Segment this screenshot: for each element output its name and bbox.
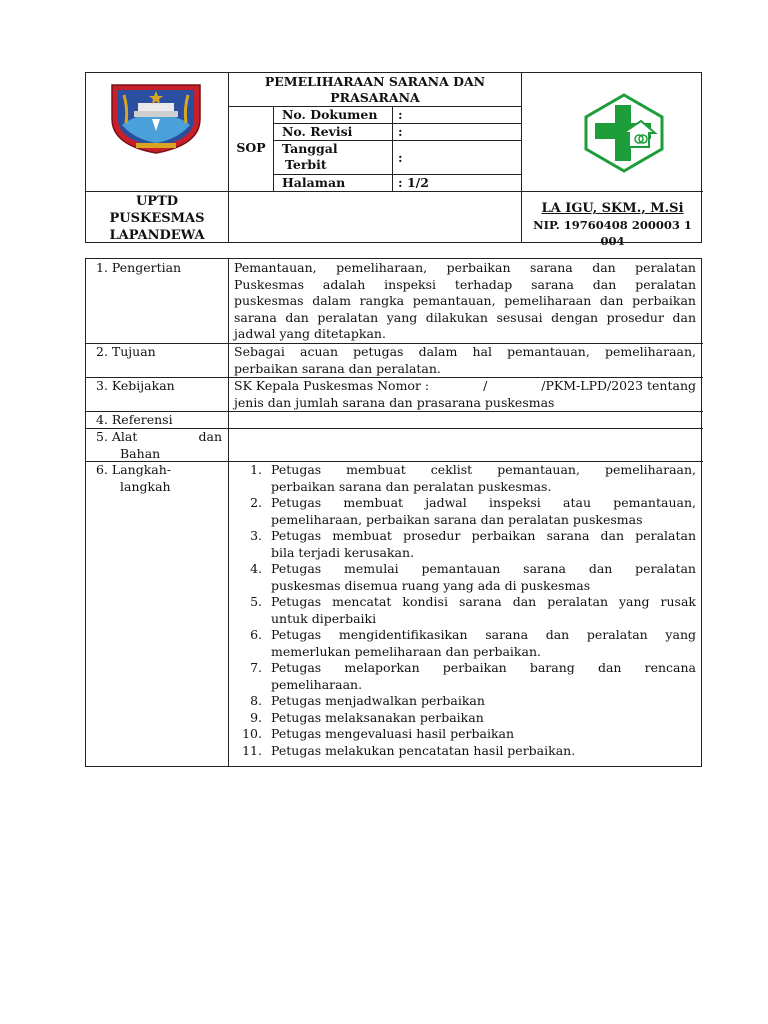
section-text-tujuan: Sebagai acuan petugas dalam hal pemantauan, pemeliharaan, perbaikan sarana dan peralatan. — [234, 344, 696, 376]
revision-value: : — [398, 124, 403, 139]
issue-date-value: : — [398, 150, 403, 165]
step-number: 5. — [250, 594, 262, 609]
page-label: Halaman — [282, 175, 346, 190]
step-number: 9. — [250, 709, 262, 725]
section-label-langkah: 6. Langkah- langkah — [96, 462, 172, 494]
section-text-kebijakan: SK Kepala Puskesmas Nomor : / /PKM-LPD/2023 tentang jenis dan jumlah sarana dan prasarana puskesmas — [234, 378, 696, 410]
section-text-pengertian: Pemantauan, pemeliharaan, perbaikan sarana dan peralatan Puskesmas adalah inspeksi terhadap sarana dan peralatan puskesmas dalam rangka pemantauan, pemeliharaan dan perbaikan sarana dan peralatan yang dilakukan sesusai dengan prosedur dan jadwal yang ditetapkan. — [234, 260, 696, 341]
steps-list — [234, 462, 696, 759]
step-number: 6. — [250, 627, 262, 642]
document-title: PEMELIHARAAN SARANA DAN PRASARANA — [264, 74, 486, 105]
section-label-kebijakan: 3. Kebijakan — [96, 378, 175, 393]
step-number: 1. — [250, 462, 262, 477]
step-item — [234, 561, 696, 594]
sop-header-table — [85, 72, 702, 248]
doc-number-value: : — [398, 107, 403, 122]
step-item — [234, 743, 696, 760]
signer-block — [522, 200, 703, 249]
step-text: Petugas memulai pemantauan sarana dan peralatan puskesmas disemua ruang yang ada di puskesmas — [271, 561, 696, 593]
sop-label: SOP — [236, 140, 266, 155]
step-text: Petugas membuat ceklist pemantauan, pemeliharaan, perbaikan sarana dan peralatan puskesmas. — [271, 462, 696, 494]
step-number: 2. — [250, 495, 262, 510]
step-item — [234, 660, 696, 693]
section-label-pengertian: 1. Pengertian — [96, 260, 182, 275]
step-item — [234, 495, 696, 528]
step-item — [234, 627, 696, 660]
step-text: Petugas menjadwalkan perbaikan — [271, 693, 485, 708]
step-text: Petugas mengevaluasi hasil perbaikan — [271, 726, 515, 741]
step-number: 8. — [250, 693, 262, 708]
puskesmas-logo-icon — [583, 93, 665, 173]
signer-nip: NIP. 19760408 200003 1 004 — [533, 218, 692, 248]
signer-name: LA IGU, SKM., M.Si — [541, 201, 684, 216]
step-number: 7. — [250, 660, 262, 675]
step-text: Petugas membuat jadwal inspeksi atau pemantauan, pemeliharaan, perbaikan sarana dan peralatan puskesmas — [271, 495, 696, 527]
step-number: 10. — [242, 726, 262, 741]
step-text: Petugas melaksanakan perbaikan — [271, 709, 484, 725]
revision-label: No. Revisi — [282, 124, 353, 139]
step-text: Petugas mencatat kondisi sarana dan peralatan yang rusak untuk diperbaiki — [271, 594, 696, 626]
sop-content-table — [85, 258, 702, 767]
step-text: Petugas membuat prosedur perbaikan sarana dan peralatan bila terjadi kerusakan. — [271, 528, 696, 560]
step-number: 3. — [250, 528, 262, 543]
step-text: Petugas melaporkan perbaikan barang dan rencana pemeliharaan. — [271, 660, 696, 692]
step-item — [234, 710, 696, 727]
step-number: 11. — [242, 742, 262, 758]
step-item — [234, 693, 696, 710]
step-item — [234, 462, 696, 495]
section-label-alat: 5. Alat dan Bahan — [96, 429, 222, 461]
step-text: Petugas mengidentifikasikan sarana dan peralatan yang memerlukan pemeliharaan dan perbaikan. — [271, 627, 696, 659]
section-label-referensi: 4. Referensi — [96, 412, 173, 427]
step-item — [234, 528, 696, 561]
section-label-tujuan: 2. Tujuan — [96, 344, 156, 359]
doc-number-label: No. Dokumen — [282, 107, 378, 122]
organization-name: UPTD PUSKESMAS LAPANDEWA — [109, 194, 205, 243]
step-item — [234, 726, 696, 743]
regional-emblem-icon — [106, 79, 206, 155]
issue-date-label: Tanggal Terbit — [282, 141, 338, 172]
page-value: : 1/2 — [398, 175, 429, 190]
step-number: 4. — [250, 561, 262, 576]
step-text: Petugas melakukan pencatatan hasil perbaikan. — [271, 742, 576, 758]
step-item — [234, 594, 696, 627]
